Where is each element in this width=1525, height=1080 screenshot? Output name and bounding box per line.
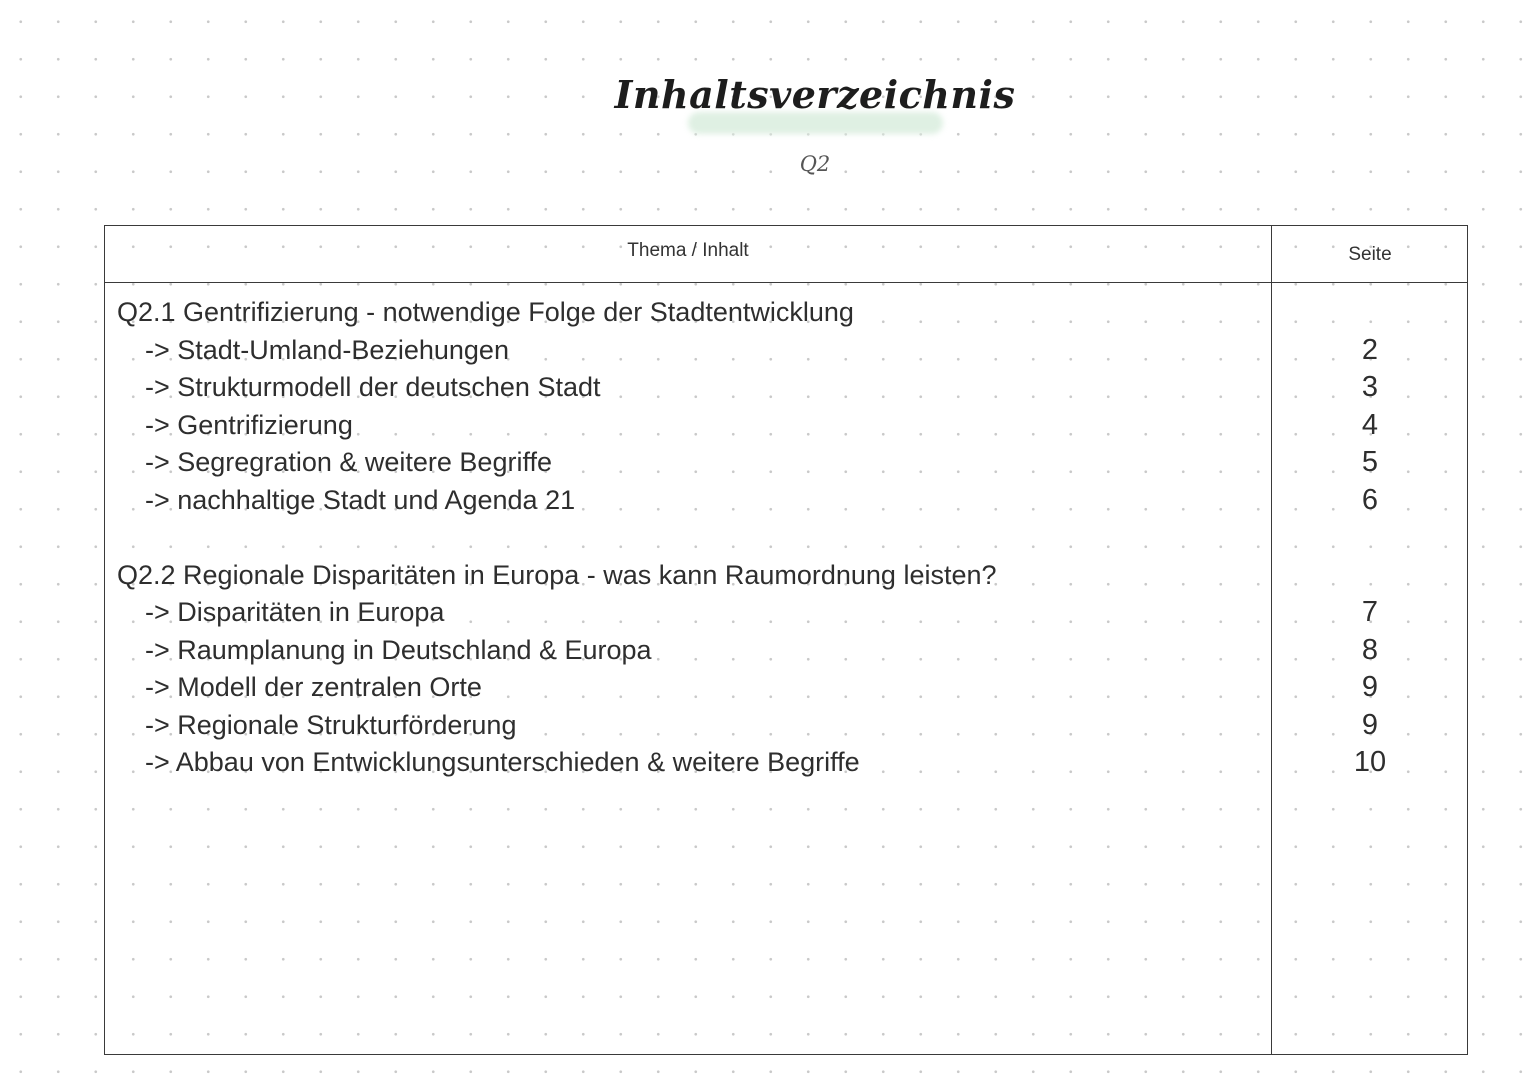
toc-entry: -> Regionale Strukturförderung	[145, 709, 517, 740]
heading-block	[600, 72, 1030, 176]
page-number: 3	[1361, 371, 1379, 403]
toc-entry: -> nachhaltige Stadt und Agenda 21	[145, 484, 576, 515]
header-page: Seite	[1348, 244, 1392, 265]
page-number: 5	[1361, 446, 1379, 478]
toc-entry: -> Segregration & weitere Begriffe	[145, 447, 552, 477]
page-column	[1273, 294, 1467, 782]
toc-entry: -> Modell der zentralen Orte	[145, 672, 482, 702]
page-spacer	[1273, 557, 1467, 595]
column-divider	[1271, 226, 1272, 1054]
toc-entry: -> Strukturmodell der deutschen Stadt	[145, 372, 601, 402]
page-number: 9	[1361, 708, 1379, 741]
page-number: 2	[1361, 333, 1379, 366]
header-divider	[105, 282, 1467, 283]
page-number: 6	[1361, 483, 1379, 516]
toc-entry: -> Abbau von Entwicklungsunterschieden & weitere Begriffe	[145, 747, 860, 777]
page-title: Inhaltsverzeichnis	[614, 72, 1016, 117]
toc-entry: -> Disparitäten in Europa	[145, 597, 445, 627]
page-spacer	[1273, 294, 1467, 332]
section-gap	[117, 519, 1257, 557]
page-number: 7	[1361, 596, 1379, 628]
page-number: 9	[1361, 671, 1379, 703]
header-topic: Thema / Inhalt	[627, 240, 749, 261]
page-number: 4	[1361, 408, 1379, 441]
toc-entry: -> Gentrifizierung	[145, 409, 353, 440]
page-number: 10	[1353, 746, 1387, 778]
page-subtitle: Q2	[799, 152, 831, 176]
toc-entry: -> Stadt-Umland-Beziehungen	[145, 334, 509, 365]
section-title: Q2.2 Regionale Disparitäten in Europa - was kann Raumordnung leisten?	[117, 559, 997, 590]
page-spacer	[1273, 519, 1467, 557]
contents-table	[104, 225, 1468, 1055]
page-number: 8	[1361, 633, 1379, 666]
toc-entry: -> Raumplanung in Deutschland & Europa	[145, 634, 652, 665]
section-title: Q2.1 Gentrifizierung - notwendige Folge der Stadtentwicklung	[117, 297, 854, 327]
topic-column	[117, 294, 1257, 782]
